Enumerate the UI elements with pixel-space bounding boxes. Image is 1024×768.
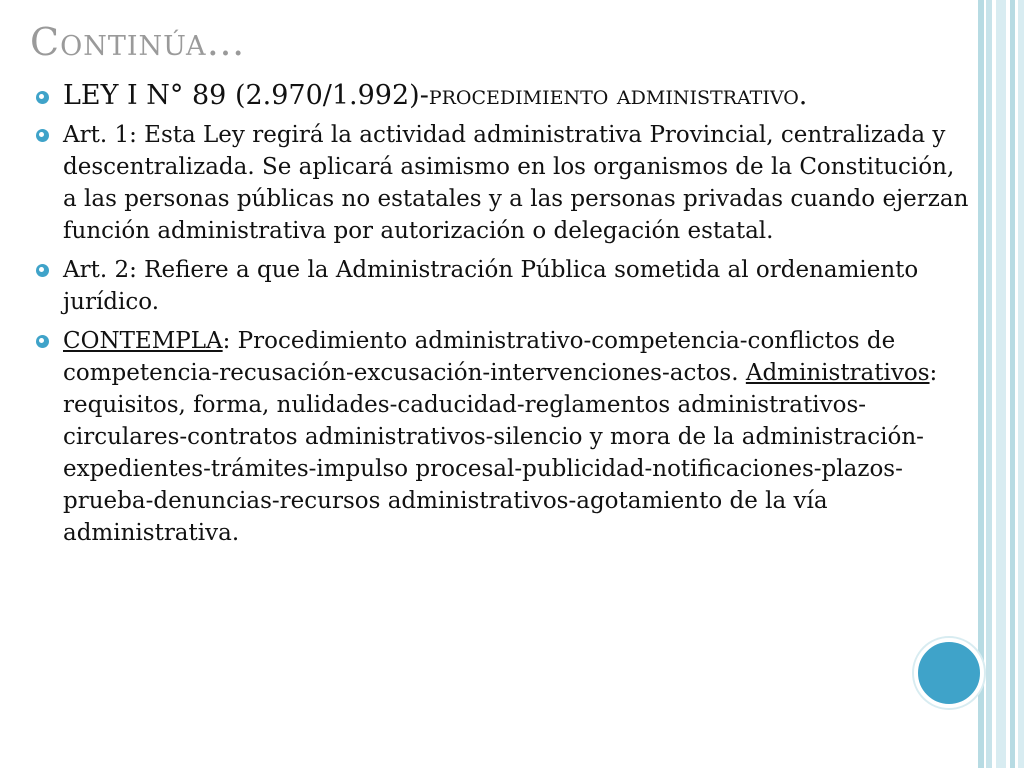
stripe-5 <box>1018 0 1024 768</box>
administrativos-text: : requisitos, forma, nulidades-caducidad-reglamentos administrativos-circulares-contratos administrativos-silencio y mora de la administración-expedientes-trámites-impulso procesal-publicidad-notificaciones-plazos-prueba-denuncias-recursos administrativos-agotamiento de la vía administrativa. <box>63 360 938 546</box>
bullet-icon <box>36 129 49 142</box>
law-subject: procedimiento administrativo. <box>428 80 808 111</box>
stripe-4 <box>1010 0 1015 768</box>
stripe-1 <box>978 0 984 768</box>
bullet-art-1 <box>30 119 970 247</box>
bullet-icon <box>36 335 49 348</box>
stripe-3 <box>996 0 1006 768</box>
decorative-circle <box>914 638 984 708</box>
art-1-text: Art. 1: Esta Ley regirá la actividad administrativa Provincial, centralizada y descentralizada. Se aplicará asimismo en los organismos de la Constitución, a las personas públicas no estatales y a las personas privadas cuando ejerzan función administrativa por autorización o delegación estatal. <box>63 122 969 244</box>
slide-title: Continúa… <box>30 20 246 64</box>
law-name: LEY I N° 89 (2.970/1.992)- <box>63 80 429 111</box>
contempla-text: : Procedimiento administrativo-competencia-conflictos de competencia-recusación-excusación-intervenciones-actos. <box>63 328 896 386</box>
art-2-text: Art. 2: Refiere a que la Administración Pública sometida al ordenamiento jurídico. <box>63 257 919 315</box>
administrativos-label: Administrativos <box>745 360 930 386</box>
bullet-contempla <box>30 325 970 549</box>
bullet-icon <box>36 264 49 277</box>
bullet-icon <box>36 91 49 104</box>
bullet-list <box>30 80 970 556</box>
bullet-art-2 <box>30 254 970 318</box>
bullet-law-title <box>30 80 970 112</box>
decorative-stripes <box>978 0 1024 768</box>
stripe-2 <box>986 0 992 768</box>
contempla-label: CONTEMPLA <box>63 328 223 354</box>
